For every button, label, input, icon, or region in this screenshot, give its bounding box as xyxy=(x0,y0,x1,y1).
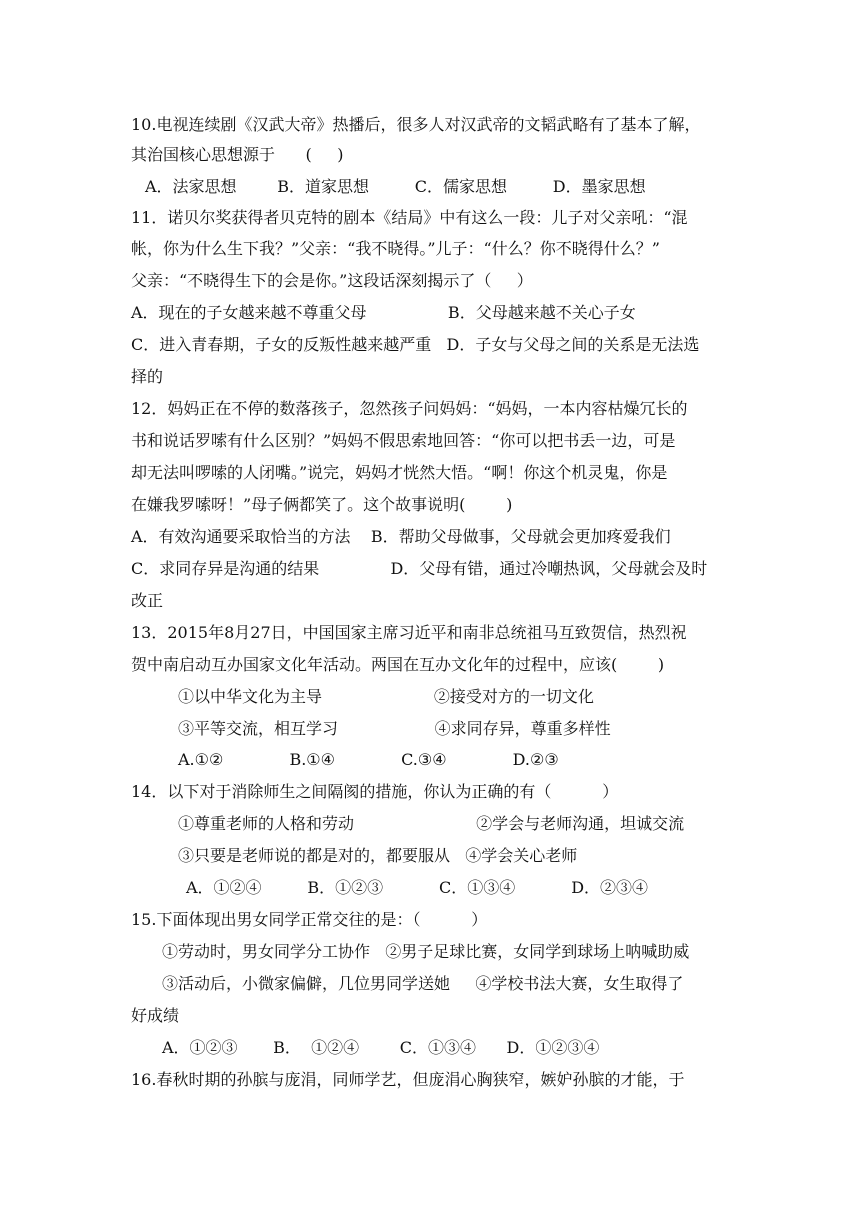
q12-stem-line4: 在嫌我罗嗦呀！”母子俩都笑了。这个故事说明( ) xyxy=(131,495,513,514)
q12-option-d-cont: 改正 xyxy=(131,591,164,610)
q12-stem-line2: 书和说话罗嗦有什么区别？”妈妈不假思索地回答：“你可以把书丢一边，可是 xyxy=(131,431,676,450)
q12-stem-line1: 12．妈妈正在不停的数落孩子，忽然孩子问妈妈：“妈妈，一本内容枯燥冗长的 xyxy=(131,399,688,418)
q12-stem-line3: 却无法叫啰嗦的人闭嘴。”说完，妈妈才恍然大悟。“啊！你这个机灵鬼，你是 xyxy=(131,463,668,482)
q11-option-d-cont: 择的 xyxy=(131,367,164,386)
q15-items-12: ①劳动时，男女同学分工协作 ②男子足球比赛，女同学到球场上呐喊助威 xyxy=(162,942,690,961)
q10-stem-line1: 10.电视连续剧《汉武大帝》热播后，很多人对汉武帝的文韬武略有了基本了解， xyxy=(131,115,701,134)
q10-options: A．法家思想 B．道家思想 C．儒家思想 D．墨家思想 xyxy=(145,177,646,196)
q16-stem-line1: 16.春秋时期的孙膑与庞涓，同师学艺，但庞涓心胸狭窄，嫉妒孙膑的才能，于 xyxy=(131,1070,685,1089)
q11-stem-line2: 帐，你为什么生下我？”父亲：“我不晓得。”儿子：“什么？你不晓得什么？” xyxy=(131,239,660,258)
q13-items-12: ①以中华文化为主导 ②接受对方的一切文化 xyxy=(178,687,594,706)
q13-stem-line2: 贺中南启动互办国家文化年活动。两国在互办文化年的过程中，应该( ) xyxy=(131,655,665,674)
q11-stem-line1: 11．诺贝尔奖获得者贝克特的剧本《结局》中有这么一段：儿子对父亲吼：“混 xyxy=(131,208,688,227)
q13-stem-line1: 13．2015年8月27日，中国国家主席习近平和南非总统祖马互致贺信，热烈祝 xyxy=(131,623,687,642)
q14-items-12: ①尊重老师的人格和劳动 ②学会与老师沟通，坦诚交流 xyxy=(178,814,685,833)
q12-options-ab: A．有效沟通要采取恰当的方法 B．帮助父母做事，父母就会更加疼爱我们 xyxy=(131,527,671,546)
q11-options-ab: A．现在的子女越来越不尊重父母 B．父母越来越不关心子女 xyxy=(131,303,636,322)
q13-items-34: ③平等交流，相互学习 ④求同存异，尊重多样性 xyxy=(178,719,611,738)
q13-options: A.①② B.①④ C.③④ D.②③ xyxy=(178,750,559,769)
q15-items-34: ③活动后，小微家偏僻，几位男同学送她 ④学校书法大赛，女生取得了 xyxy=(162,974,684,993)
q11-options-cd: C．进入青春期，子女的反叛性越来越严重 D．子女与父母之间的关系是无法选 xyxy=(131,335,700,354)
q12-options-cd: C．求同存异是沟通的结果 D．父母有错，通过冷嘲热讽，父母就会及时 xyxy=(131,559,708,578)
q15-item-4-cont: 好成绩 xyxy=(131,1006,180,1025)
q15-options: A．①②③ B． ①②④ C．①③④ D．①②③④ xyxy=(162,1038,600,1057)
q14-options: A．①②④ B．①②③ C．①③④ D．②③④ xyxy=(186,878,649,897)
q14-stem: 14．以下对于消除师生之间隔阂的措施，你认为正确的有（ ） xyxy=(131,782,619,801)
q15-stem: 15.下面体现出男女同学正常交往的是：（ ） xyxy=(131,910,488,929)
q14-items-34: ③只要是老师说的都是对的，都要服从 ④学会关心老师 xyxy=(178,846,578,865)
q11-stem-line3: 父亲：“不晓得生下的会是你。”这段话深刻揭示了（ ） xyxy=(131,271,533,290)
q10-stem-line2: 其治国核心思想源于 ( ) xyxy=(131,145,344,164)
